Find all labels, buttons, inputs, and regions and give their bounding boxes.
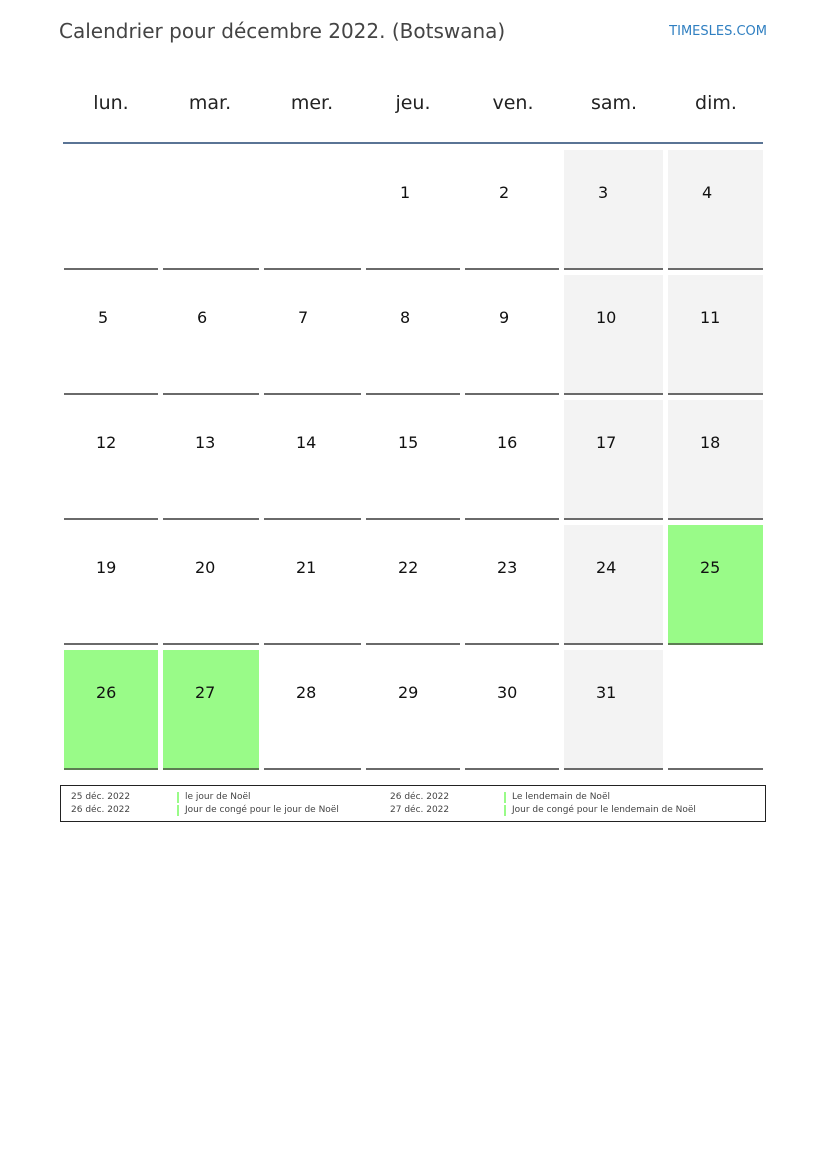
empty-day-cell: [668, 650, 763, 770]
day-cell-28[interactable]: [264, 650, 361, 770]
empty-day-cell: [64, 150, 158, 270]
day-number: 31: [596, 683, 617, 702]
weekday-mon: lun.: [93, 92, 129, 114]
holiday-legend: [60, 785, 766, 822]
day-number: 5: [98, 308, 109, 327]
day-cell-2[interactable]: [465, 150, 559, 270]
day-number: 20: [195, 558, 216, 577]
day-cell-13[interactable]: [163, 400, 259, 520]
day-number: 3: [598, 183, 609, 202]
day-number: 14: [296, 433, 317, 452]
day-number: 24: [596, 558, 617, 577]
day-cell-25[interactable]: [668, 525, 763, 645]
day-cell-29[interactable]: [366, 650, 460, 770]
day-cell-4[interactable]: [668, 150, 763, 270]
day-number: 13: [195, 433, 216, 452]
day-cell-16[interactable]: [465, 400, 559, 520]
day-number: 27: [195, 683, 216, 702]
day-number: 1: [400, 183, 411, 202]
day-cell-3[interactable]: [564, 150, 663, 270]
day-cell-30[interactable]: [465, 650, 559, 770]
legend-color-marker: [177, 805, 179, 816]
day-cell-22[interactable]: [366, 525, 460, 645]
day-number: 10: [596, 308, 617, 327]
day-cell-19[interactable]: [64, 525, 158, 645]
day-cell-10[interactable]: [564, 275, 663, 395]
legend-holiday-name: Le lendemain de Noël: [512, 792, 610, 802]
day-cell-12[interactable]: [64, 400, 158, 520]
day-number: 26: [96, 683, 117, 702]
day-cell-6[interactable]: [163, 275, 259, 395]
day-number: 21: [296, 558, 317, 577]
day-number: 19: [96, 558, 117, 577]
legend-date: 25 déc. 2022: [71, 792, 131, 802]
day-number: 9: [499, 308, 510, 327]
day-number: 18: [700, 433, 721, 452]
day-cell-11[interactable]: [668, 275, 763, 395]
day-cell-1[interactable]: [366, 150, 460, 270]
day-cell-27[interactable]: [163, 650, 259, 770]
weekday-tue: mar.: [188, 92, 232, 114]
day-cell-17[interactable]: [564, 400, 663, 520]
legend-color-marker: [504, 792, 506, 803]
weekday-wed: mer.: [290, 92, 334, 114]
day-cell-7[interactable]: [264, 275, 361, 395]
weekday-fri: ven.: [492, 92, 534, 114]
day-cell-23[interactable]: [465, 525, 559, 645]
legend-color-marker: [177, 792, 179, 803]
day-number: 25: [700, 558, 721, 577]
weekday-header: [63, 80, 763, 144]
day-cell-5[interactable]: [64, 275, 158, 395]
day-number: 30: [497, 683, 518, 702]
day-cell-18[interactable]: [668, 400, 763, 520]
day-number: 12: [96, 433, 117, 452]
day-number: 28: [296, 683, 317, 702]
day-number: 16: [497, 433, 518, 452]
legend-date: 26 déc. 2022: [71, 805, 131, 815]
day-number: 22: [398, 558, 419, 577]
day-number: 2: [499, 183, 510, 202]
day-cell-15[interactable]: [366, 400, 460, 520]
empty-day-cell: [264, 150, 361, 270]
day-cell-24[interactable]: [564, 525, 663, 645]
day-number: 29: [398, 683, 419, 702]
day-number: 6: [197, 308, 208, 327]
day-number: 4: [702, 183, 713, 202]
page-title: Calendrier pour décembre 2022. (Botswana): [59, 19, 506, 43]
brand-link[interactable]: TIMESLES.COM: [669, 24, 767, 39]
day-number: 23: [497, 558, 518, 577]
weekday-sun: dim.: [695, 92, 737, 114]
day-number: 8: [400, 308, 411, 327]
legend-date: 26 déc. 2022: [390, 792, 450, 802]
day-cell-21[interactable]: [264, 525, 361, 645]
weekday-thu: jeu.: [395, 92, 431, 114]
legend-date: 27 déc. 2022: [390, 805, 450, 815]
day-cell-31[interactable]: [564, 650, 663, 770]
empty-day-cell: [163, 150, 259, 270]
legend-color-marker: [504, 805, 506, 816]
day-cell-20[interactable]: [163, 525, 259, 645]
legend-holiday-name: le jour de Noël: [185, 792, 251, 802]
day-number: 11: [700, 308, 721, 327]
legend-holiday-name: Jour de congé pour le jour de Noël: [185, 805, 339, 815]
day-number: 15: [398, 433, 419, 452]
weekday-sat: sam.: [590, 92, 638, 114]
day-number: 7: [298, 308, 309, 327]
day-cell-26[interactable]: [64, 650, 158, 770]
legend-holiday-name: Jour de congé pour le lendemain de Noël: [512, 805, 696, 815]
day-cell-9[interactable]: [465, 275, 559, 395]
day-cell-8[interactable]: [366, 275, 460, 395]
day-number: 17: [596, 433, 617, 452]
day-cell-14[interactable]: [264, 400, 361, 520]
